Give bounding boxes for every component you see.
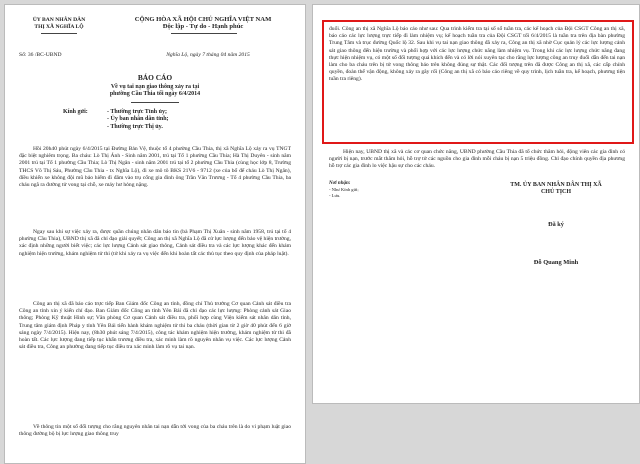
signature-title: CHỦ TỊCH: [540, 189, 572, 196]
issuing-org-line2: THỊ XÃ NGHĨA LỘ: [34, 24, 84, 31]
recipients-label: Kính gửi:: [63, 109, 88, 115]
national-header: [105, 16, 301, 30]
subtitle-line2: phường Cầu Thia tối ngày 6/4/2014: [109, 91, 201, 98]
body-paragraph-1: Hồi 20h40 phút ngày 6/4/2015 tại Đường Bản Vệ, thuộc tổ 4 phường Cầu Thia, thị xã Nghĩa Lộ xảy ra vụ TNGT đặc biệt nghiêm trọng. Ba cháu: Lò Thị Ánh - Sinh năm 2001, trú tại Tổ 1 phường Cầu Thia; Hà Thị Duyên - sinh năm 2001 trú tại Tổ 1 phường Cầu Thia; Lò Thị Ngân - sinh năm 2001 trú tại tổ 2 phường Cầu Thia (cùng học lớp 8, Trường THCS Võ Thị Sáu, Phường Cầu Thia - tx Nghĩa Lộ), đi xe mô tô BKS 21V6 - 9712 (xe của bố để cháu Lò Thị Ngân), điều khiển xe không đội mũ bảo hiểm đi đâm vào trụ cổng gia đình ông Trần Văn Trương - Tổ 4 phường Cầu Thia, ba cháu ngã ra đường tử vong tại chỗ, xe máy hư hỏng nặng.: [19, 146, 291, 189]
document-number: Số: 36 /BC-UBND: [19, 52, 62, 58]
title-underline: [131, 102, 179, 103]
body-paragraph-2: Ngay sau khi sự việc xảy ra, được quần chúng nhân dân báo tin (bà Phạm Thị Xuân - sinh năm 1958, trú tại tổ 4 phường Cầu Thia), UBND thị xã đã chỉ đạo giải quyết; Công an thị xã Nghĩa Lộ đã cử lực lượng đến bảo vệ hiện trường, xác định những người biết việc; các lực lượng Cảnh sát giao thông, Cảnh sát điều tra và các lực lượng khác đến khám nghiệm hiện trường, khám nghiệm tử thi (tử khi xảy ra vụ việc đến khi hoàn tất các thủ tục theo quy định của pháp luật).: [19, 229, 291, 257]
recipient-item: - Thường trực Thị ủy.: [107, 123, 163, 130]
motto-underline: [171, 33, 237, 34]
recipient-item: - Ủy ban nhân dân tỉnh;: [107, 116, 169, 123]
signer-name: Đỗ Quang Minh: [533, 259, 579, 266]
national-motto-line1: CỘNG HÒA XÃ HỘI CHỦ NGHĨA VIỆT NAM: [134, 16, 272, 23]
issuing-org: [11, 17, 107, 31]
footer-recipients-label: Nơi nhận:: [329, 181, 351, 186]
org-underline: [41, 33, 77, 34]
document-subtitle: [5, 84, 305, 99]
issuing-org-line1: ỦY BAN NHÂN DÂN: [32, 17, 86, 23]
signature-block: [481, 182, 631, 196]
highlighted-paragraph: đuổi. Công an thị xã Nghĩa Lộ báo cáo như sau: Qua trình kiểm tra tại số sổ tuần tra, các kế hoạch của Đội CSGT Công an thị xã, báo cáo các lực lượng trực tiếp đi làm nhiệm vụ; kế hoạch tuần tra của Đội CSGT tối 6/4/2015 là tuần tra trên địa bàn phường Trung Tâm và trục đường Quốc lộ 32. Sau khi vụ tai nạn giao thông đã xảy ra, Công an thị xã nhờ Cục quản lý các lực lượng cảnh sát giao thông đến hiện trường và phối hợp với các lực lượng chức năng làm nhiệm vụ. Trong khi các lực lượng chức năng đang thực hiện nhiệm vụ, có một số đối tượng quá khích đến và có lời nói xuyên tạc cho rằng lực lượng công an truy đuổi dẫn đến tai nạn làm cho ba cháu trên bị tử vong thông báo trên không đúng sự thật. Các đối tượng trên đã được Công an thị xã, các cấp chính quyền, đoàn thể vận động, không xảy ra gây rối (Công an thị xã có báo cáo riêng về quy trình, lịch tuần tra, kế hoạch, phương tiện tuần tra riêng).: [329, 26, 625, 83]
recipients-block: [63, 109, 263, 131]
body-paragraph-3: Công an thị xã đã báo cáo trực tiếp Ban Giám đốc Công an tỉnh, đồng chí Thủ trưởng Cơ quan Cảnh sát điều tra Công an tỉnh xin ý kiến chỉ đạo. Ban Giám đốc Công an tỉnh Yên Bái đã chỉ đạo các lực lượng: Phòng cảnh sát Giao thông; Phòng Kỹ thuật Hình sự; Văn phòng Cơ quan Cảnh sát điều tra, phối hợp cùng Viện kiểm sát nhân dân tỉnh, Trung tâm giám định Pháp y tỉnh Yên Bái tiến hành khám nghiệm tử thi ba cháu (thời gian từ 2 giờ 40 phút đến 6 giờ sáng ngày 7/4/2015). Hiện nay, (8h30 phút sáng 7/4/2015), công tác khám nghiệm hiện trường, khám nghiệm tử thi đã hoàn tất. Các lực lượng đang tiếp tục khẩn trương điều tra, xác minh làm rõ nguyên nhân vụ việc. Các lực lượng Cảnh sát điều tra, Công an phường đang tiếp tục điều tra xác minh làm rõ vụ tai nạn.: [19, 301, 291, 351]
document-title: BÁO CÁO: [137, 73, 173, 82]
body-paragraph-support: Hiện nay, UBND thị xã và các cơ quan chức năng, UBND phường Cầu Thia đã tổ chức thăm hỏi, động viên các gia đình có người bị nạn, trước mắt thăm hỏi, hỗ trợ tử các nguồn cho gia đình mỗi cháu bị nạn 5 triệu đồng. Chỉ đạo chính quyền địa phương hỗ trợ các gia đình lo việc hậu sự cho các cháu.: [329, 149, 625, 170]
recipients-footer: [329, 181, 419, 198]
recipient-item: - Thường trực Tỉnh ủy;: [107, 109, 167, 115]
footer-recipient-item: - Như Kính gửi;: [329, 187, 359, 192]
subtitle-line1: Về vụ tai nạn giao thông xảy ra tại: [110, 84, 200, 90]
signature-org: TM. ỦY BAN NHÂN DÂN THỊ XÃ: [510, 182, 602, 188]
document-date: Nghĩa Lộ, ngày 7 tháng 04 năm 2015: [166, 52, 250, 58]
national-motto-line2: Độc lập - Tự do - Hạnh phúc: [162, 23, 244, 31]
document-page-right: [312, 4, 640, 404]
signed-mark: Đã ký: [548, 221, 564, 228]
footer-recipient-item: - Lưu.: [329, 192, 341, 198]
document-page-left: [4, 4, 306, 464]
body-paragraph-4: Về thông tin một số đối tượng cho rằng nguyên nhân tai nạn dẫn tới vong của ba cháu trên là do vi phạm luật giao thông đường bộ bị lực lượng giao thông truy: [19, 424, 291, 438]
